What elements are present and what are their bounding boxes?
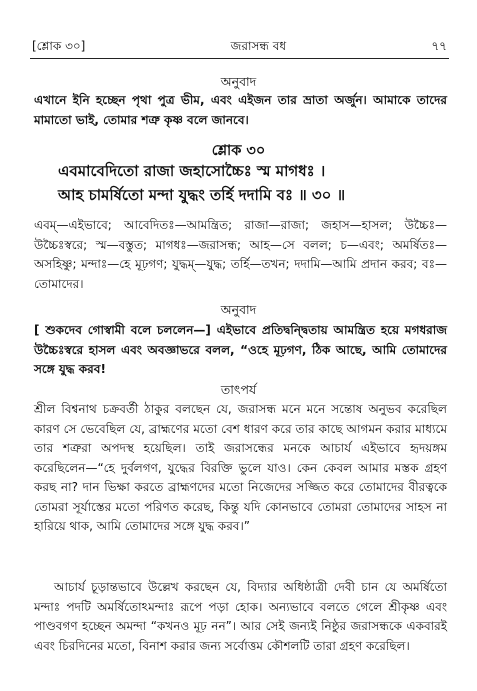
shloka-line-1: এবমাবেদিতো রাজা জহাসোচ্চৈঃ স্ম মাগধঃ । (58, 162, 326, 180)
anubad-text-1: এখানে ইনি হচ্ছেন পৃথা পুত্র ভীম, এবং এইজন তার ভ্রাতা অর্জুন। আমাকে তাদের মামাতো ভাই, তোমার শত্রু কৃষ্ণ বলে জানবে। (34, 93, 447, 127)
shloka-line-2: আহ চামর্ষিতো মন্দা যুদ্ধং তর্হি দদামি বঃ ॥ ৩০ ॥ (58, 186, 346, 204)
anubad-heading-2: অনুবাদ (220, 302, 257, 317)
tatparya-heading: তাৎপর্য (220, 382, 257, 397)
synonyms: এবম্—এইভাবে; আবেদিতঃ—আমন্ত্রিত; রাজা—রাজা; জহাস—হাসল; উচ্চৈঃ—উচ্চৈঃস্বরে; স্ম—বস্তুত; মাগধঃ—জরাসন্ধ; আহ—সে বলল; চ—এবং; অমর্ষিতঃ—অসহিষ্ণু; মন্দাঃ—হে মূঢ়গণ; যুদ্ধম্—যুদ্ধ; তর্হি—তখন; দদামি—আমি প্রদান করব; বঃ—তোমাদের। (34, 218, 447, 291)
header-chapter-title: জরাসন্ধ বধ (230, 39, 287, 53)
anubad-heading-1: অনুবাদ (220, 74, 257, 89)
tatparya-paragraph-2: আচার্য চূড়ান্তভাবে উল্লেখ করছেন যে, বিদ্যার অধিষ্ঠাত্রী দেবী চান যে অমর্ষিতো মন্দাঃ পদটি অমর্ষিতোঽমন্দাঃ রূপে পড়া হোক। অন্যভাবে বলতে গেলে শ্রীকৃষ্ণ এবং পাণ্ডবগণ হচ্ছেন অমন্দা “কখনও মূঢ় নন”। আর সেই জন্যই নিষ্ঠুর জরাসন্ধকে একবারই এবং চিরদিনের মতো, বিনাশ করার জন্য সর্বোত্তম কৌশলটি তারা গ্রহণ করেছিল। (34, 580, 447, 653)
header-divider (30, 58, 449, 59)
header-page-number: ৭৭ (431, 39, 447, 53)
tatparya-paragraph-1: শ্রীল বিশ্বনাথ চক্রবর্তী ঠাকুর বলছেন যে, জরাসন্ধ মনে মনে সন্তোষ অনুভব করেছিল কারণ সে ভেবেছিল যে, ব্রাহ্মণের মতো বেশ ধারণ করে তার কাছে আগমন করার মাধ্যমে তার শত্রুরা অপদস্থ হয়েছিল। তাই জরাসন্ধের মনকে আচার্য এইভাবে হৃদয়ঙ্গম করেছিলেন—“হে দুর্বলগণ, যুদ্ধের বিরক্তি ভুলে যাও। কেন কেবল আমার মস্তক গ্রহণ করছ না? দান ভিক্ষা করতে ব্রাহ্মণদের মতো নিজেদের সজ্জিত করে তোমাদের বীরত্বকে তোমরা সূর্যাস্তের মতো পরিণত করেছ, কিন্তু যদি কোনভাবে তোমরা তোমাদের সাহস না হারিয়ে থাক, আমি তোমাদের সঙ্গে যুদ্ধ করব।” (34, 402, 447, 533)
shloka-heading: শ্লোক ৩০ (211, 143, 266, 159)
anubad-text-2: [ শুকদেব গোস্বামী বলে চললেন—] এইভাবে প্রতিদ্বন্দ্বিতায় আমন্ত্রিত হয়ে মগধরাজ উচ্চৈঃস্বরে হাসল এবং অবজ্ঞাভরে বলল, “ওহে মূঢ়গণ, ঠিক আছে, আমি তোমাদের সঙ্গে যুদ্ধ করব! (34, 323, 447, 376)
header-verse-ref: [শ্লোক ৩০] (32, 39, 86, 53)
running-header (32, 38, 447, 58)
